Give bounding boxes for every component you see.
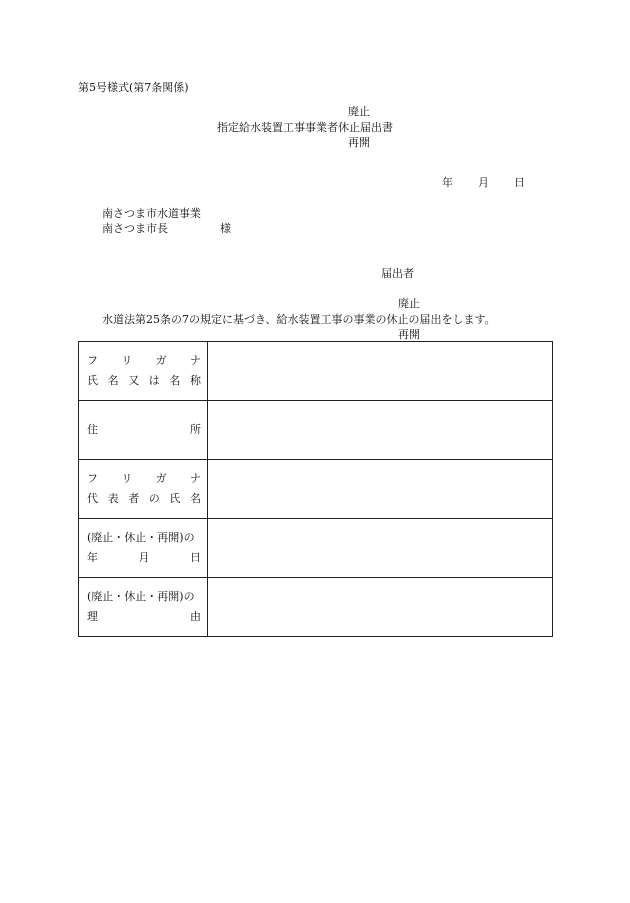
representative-field[interactable] — [208, 460, 553, 519]
statement-text: 水道法第25条の7の規定に基づき、給水装置工事の事業の休止の届出をします。 — [102, 313, 496, 326]
furigana-label: フ リ ガ ナ — [87, 472, 201, 485]
table-row — [79, 460, 553, 519]
addressee-line-2 — [102, 223, 231, 234]
name-or-title-label: 氏 名 又 は 名 称 — [87, 374, 201, 387]
representative-name-label: 代 表 者 の 氏 名 — [87, 492, 201, 505]
status-date-prefix: (廃止・休止・再開)の — [87, 531, 195, 544]
document-title: 指定給水装置工事事業者休止届出書 — [217, 121, 393, 134]
date-year-label: 年 — [442, 176, 453, 189]
label-address — [79, 401, 208, 460]
date-label: 年 月 日 — [87, 551, 201, 564]
label-reason — [79, 578, 208, 637]
address-label: 住 所 — [87, 423, 201, 436]
notification-form-table — [78, 341, 553, 637]
furigana-label: フ リ ガ ナ — [87, 354, 201, 367]
reason-field[interactable] — [208, 578, 553, 637]
notifier-label: 届出者 — [381, 267, 414, 280]
addressee-honorific: 様 — [220, 222, 231, 235]
addressee-line-1: 南さつま市水道事業 — [102, 207, 201, 220]
table-row — [79, 342, 553, 401]
reason-label: 理 由 — [87, 610, 201, 623]
statement-option-resume: 再開 — [398, 328, 420, 341]
date-month-label: 月 — [478, 176, 489, 189]
form-number: 第5号様式(第7条関係) — [78, 81, 189, 94]
label-name — [79, 342, 208, 401]
title-option-resume: 再開 — [348, 136, 370, 149]
name-field[interactable] — [208, 342, 553, 401]
date-field[interactable] — [208, 519, 553, 578]
addressee-mayor: 南さつま市長 — [102, 222, 168, 235]
label-date — [79, 519, 208, 578]
table-row — [79, 401, 553, 460]
table-row — [79, 519, 553, 578]
date-day-label: 日 — [514, 176, 525, 189]
statement-option-abolish: 廃止 — [398, 297, 420, 310]
table-row — [79, 578, 553, 637]
title-option-abolish: 廃止 — [348, 105, 370, 118]
date-line — [442, 177, 525, 188]
status-reason-prefix: (廃止・休止・再開)の — [87, 590, 195, 603]
address-field[interactable] — [208, 401, 553, 460]
label-representative — [79, 460, 208, 519]
